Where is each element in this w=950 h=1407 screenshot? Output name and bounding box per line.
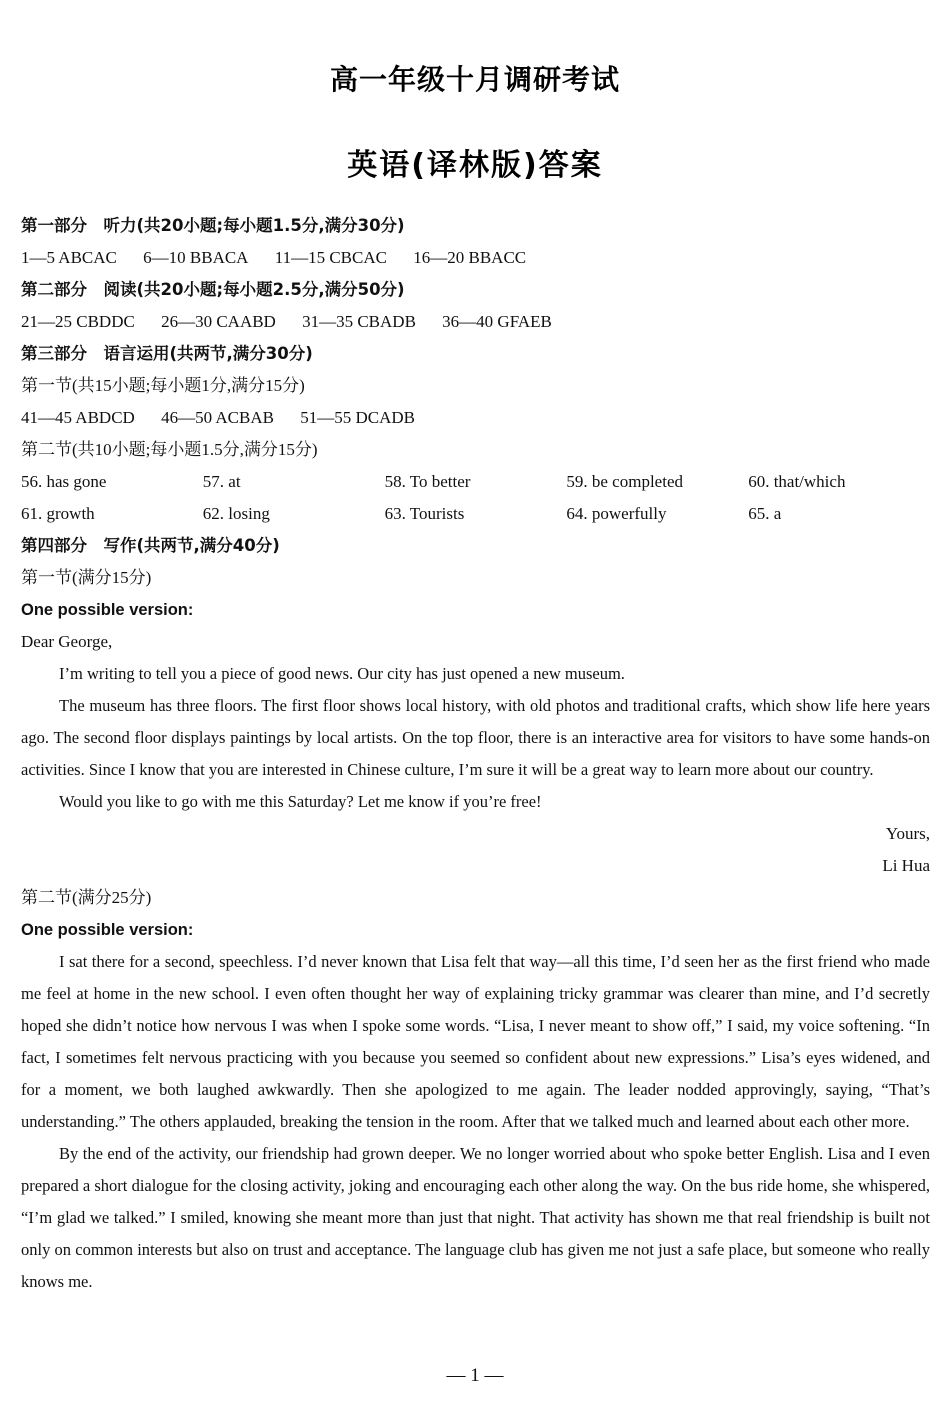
answer-group: 51—55 DCADB <box>300 408 415 427</box>
letter-paragraph: Would you like to go with me this Saturday? Let me know if you’re free! <box>59 792 542 811</box>
answer-group: 46—50 ACBAB <box>161 408 274 427</box>
part3-section1-answers <box>21 402 930 434</box>
answer-group: 16—20 BBACC <box>413 248 527 267</box>
answer-item: 65. a <box>748 504 782 523</box>
part4-section2-heading: 第二节(满分25分) <box>21 888 152 907</box>
answer-group: 41—45 ABDCD <box>21 408 135 427</box>
answer-item: 56. has gone <box>21 472 107 491</box>
version-label: One possible version: <box>21 921 194 939</box>
letter-signature: Li Hua <box>882 856 930 875</box>
story-paragraph: I sat there for a second, speechless. I’d never known that Lisa felt that way—all this time, I’d seen her as the first friend who made me feel at home in the new school. I even often thought her way of explaining tricky grammar was clearer than mine, and I’d secretly hoped she didn’t notice how nervous I was when I spoke some words. “Lisa, I never meant to show off,” I said, my voice softening. “In fact, I sometimes felt nervous practicing with you because you seemed so confident about new expressions.” Lisa’s eyes widened, and for a moment, we both laughed awkwardly. Then she apologized to me again. The leader nodded approvingly, saying, “That’s understanding.” The others applauded, breaking the tension in the room. After that we talked much and learned about each other more. <box>21 952 930 1131</box>
answer-item: 64. powerfully <box>566 504 667 523</box>
answer-item: 60. that/which <box>748 472 846 491</box>
answer-group: 11—15 CBCAC <box>274 248 387 267</box>
answer-content <box>21 210 930 1298</box>
answer-item: 63. Tourists <box>384 504 465 523</box>
answer-group: 21—25 CBDDC <box>21 312 135 331</box>
story-paragraph: By the end of the activity, our friendship had grown deeper. We no longer worried about who spoke better English. Lisa and I even prepared a short dialogue for the closing activity, joking and encouraging each other along the way. On the bus ride home, she whispered, “I’m glad we talked.” I smiled, knowing she meant more than just that night. That activity has shown me that real friendship is built not only on common interests but also on trust and acceptance. The language club has given me not just a safe place, but someone who really knows me. <box>21 1144 930 1291</box>
answer-group: 1—5 ABCAC <box>21 248 117 267</box>
part2-heading: 第二部分 阅读(共20小题;每小题2.5分,满分50分) <box>21 280 405 299</box>
letter-closing: Yours, <box>885 824 930 843</box>
letter-paragraph: I’m writing to tell you a piece of good news. Our city has just opened a new museum. <box>59 664 625 683</box>
answer-key-title: 英语(译林版)答案 <box>347 148 603 183</box>
answer-item: 58. To better <box>384 472 471 491</box>
part4-heading: 第四部分 写作(共两节,满分40分) <box>21 536 280 555</box>
version-label: One possible version: <box>21 601 194 619</box>
part2-answers <box>21 306 930 338</box>
letter-paragraph: The museum has three floors. The first floor shows local history, with old photos and traditional crafts, which show life here years ago. The second floor displays paintings by local artists. On the top floor, there is an interactive area for visitors to have some hands-on activities. Since I know that you are interested in Chinese culture, I’m sure it will be a great way to learn more about our country. <box>21 696 930 779</box>
part3-section2-heading: 第二节(共10小题;每小题1.5分,满分15分) <box>21 440 318 459</box>
part1-answers <box>21 242 930 274</box>
answer-item: 57. at <box>202 472 241 491</box>
answer-group: 31—35 CBADB <box>302 312 416 331</box>
page-number: — 1 — <box>446 1365 504 1386</box>
answer-group: 6—10 BBACA <box>143 248 249 267</box>
answer-item: 59. be completed <box>566 472 683 491</box>
answer-item: 62. losing <box>202 504 270 523</box>
letter-greeting: Dear George, <box>21 632 113 651</box>
part1-heading: 第一部分 听力(共20小题;每小题1.5分,满分30分) <box>21 216 405 235</box>
part4-section1-heading: 第一节(满分15分) <box>21 568 152 587</box>
part3-section2-row2 <box>21 498 930 530</box>
part3-heading: 第三部分 语言运用(共两节,满分30分) <box>21 344 313 363</box>
part3-section1-heading: 第一节(共15小题;每小题1分,满分15分) <box>21 376 305 395</box>
answer-group: 26—30 CAABD <box>161 312 276 331</box>
exam-title: 高一年级十月调研考试 <box>329 63 620 96</box>
answer-group: 36—40 GFAEB <box>442 312 552 331</box>
part3-section2-row1 <box>21 466 930 498</box>
answer-item: 61. growth <box>21 504 95 523</box>
